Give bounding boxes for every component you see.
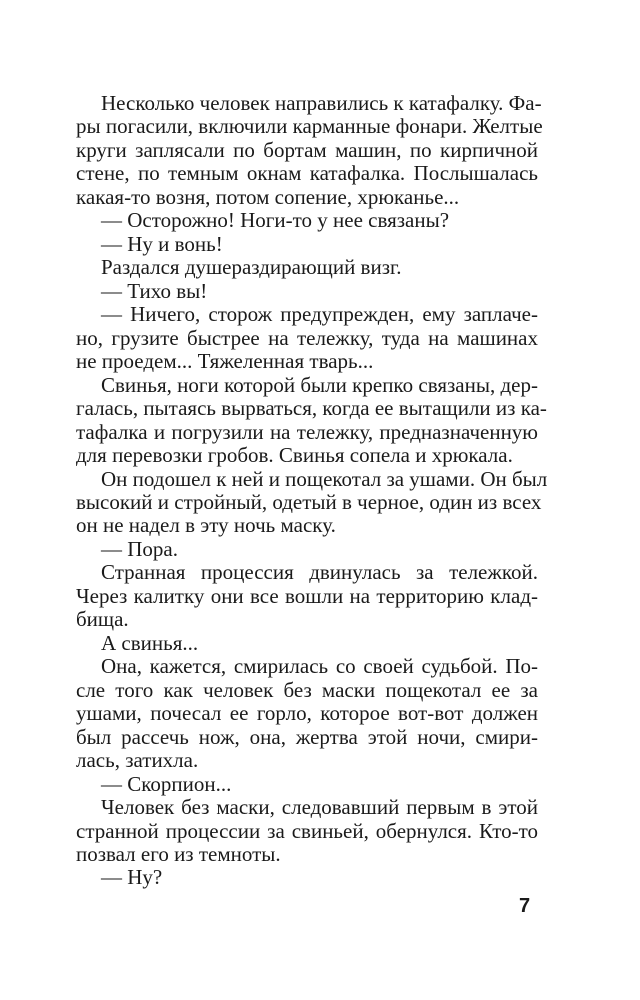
paragraph <box>76 796 538 866</box>
paragraph <box>76 655 538 772</box>
paragraph <box>76 209 538 232</box>
paragraph <box>76 466 548 538</box>
paragraph <box>76 91 543 209</box>
text-line: — Ничего, сторож предупрежден, ему заплаче- <box>101 302 538 327</box>
text-line: Она, кажется, смирилась со своей судьбой. По- <box>101 654 538 679</box>
text-line: он не надел в эту ночь маску. <box>76 513 336 538</box>
paragraph <box>76 256 538 279</box>
text-line: позвал его из темноты. <box>76 842 281 866</box>
text-line: был рассечь нож, она, жертва этой ночи, смири- <box>76 724 538 749</box>
text-line: галась, пытаясь вырваться, когда ее вытащили из ка- <box>76 396 547 421</box>
text-line: круги заплясали по бортам машин, по кирпичной <box>76 137 538 162</box>
text-line: тафалка и погрузили на тележку, предназначенную <box>76 419 538 444</box>
text-line: высокий и стройный, одетый в черное, один из всех <box>76 489 542 514</box>
paragraph <box>76 866 538 889</box>
text-line: ушами, почесал ее горло, которое вот-вот должен <box>76 701 538 726</box>
text-line: — Пора. <box>101 536 178 561</box>
text-line: для перевозки гробов. Свинья сопела и хрюкала. <box>76 443 513 468</box>
text-line: Свинья, ноги которой были крепко связаны, дер- <box>101 372 538 397</box>
text-line: Человек без маски, следовавший первым в этой <box>101 795 538 820</box>
text-line: лась, затихла. <box>76 748 199 773</box>
text-line: но, грузите быстрее на тележку, туда на машинах <box>76 325 538 350</box>
paragraph <box>76 773 538 796</box>
text-line: стене, по темным окнам катафалка. Послышалась <box>76 161 538 186</box>
text-line: сле того как человек без маски пощекотал ее за <box>76 677 538 702</box>
page-number: 7 <box>519 895 531 917</box>
text-line: — Скорпион... <box>101 771 232 796</box>
paragraph <box>76 538 538 561</box>
text-line: Он подошел к ней и пощекотал за ушами. Он был <box>101 466 548 491</box>
text-line: — Ну? <box>101 865 163 890</box>
text-line: Раздался душераздирающий визг. <box>101 255 402 280</box>
text-line: — Ну и вонь! <box>101 231 223 256</box>
body-text <box>76 91 548 890</box>
paragraph <box>76 280 538 303</box>
text-line: Через калитку они все вошли на территорию клад- <box>76 583 538 608</box>
paragraph <box>76 561 538 631</box>
paragraph <box>76 303 538 373</box>
text-line: не проедем... Тяжеленная тварь... <box>76 349 374 374</box>
paragraph <box>76 632 538 655</box>
text-line: Несколько человек направились к катафалку. Фа- <box>101 91 542 115</box>
text-line: Странная процессия двинулась за тележкой. <box>101 560 538 585</box>
paragraph <box>76 372 547 468</box>
text-line: А свинья... <box>101 630 199 655</box>
paragraph <box>76 233 538 256</box>
text-line: — Тихо вы! <box>101 278 208 303</box>
text-line: бища. <box>76 607 129 632</box>
text-line: странной процессии за свиньей, обернулся. Кто-то <box>76 818 538 843</box>
text-line: какая-то возня, потом сопение, хрюканье... <box>76 184 460 209</box>
text-line: ры погасили, включили карманные фонари. Желтые <box>76 114 543 139</box>
text-line: — Осторожно! Ноги-то у нее связаны? <box>101 208 450 233</box>
